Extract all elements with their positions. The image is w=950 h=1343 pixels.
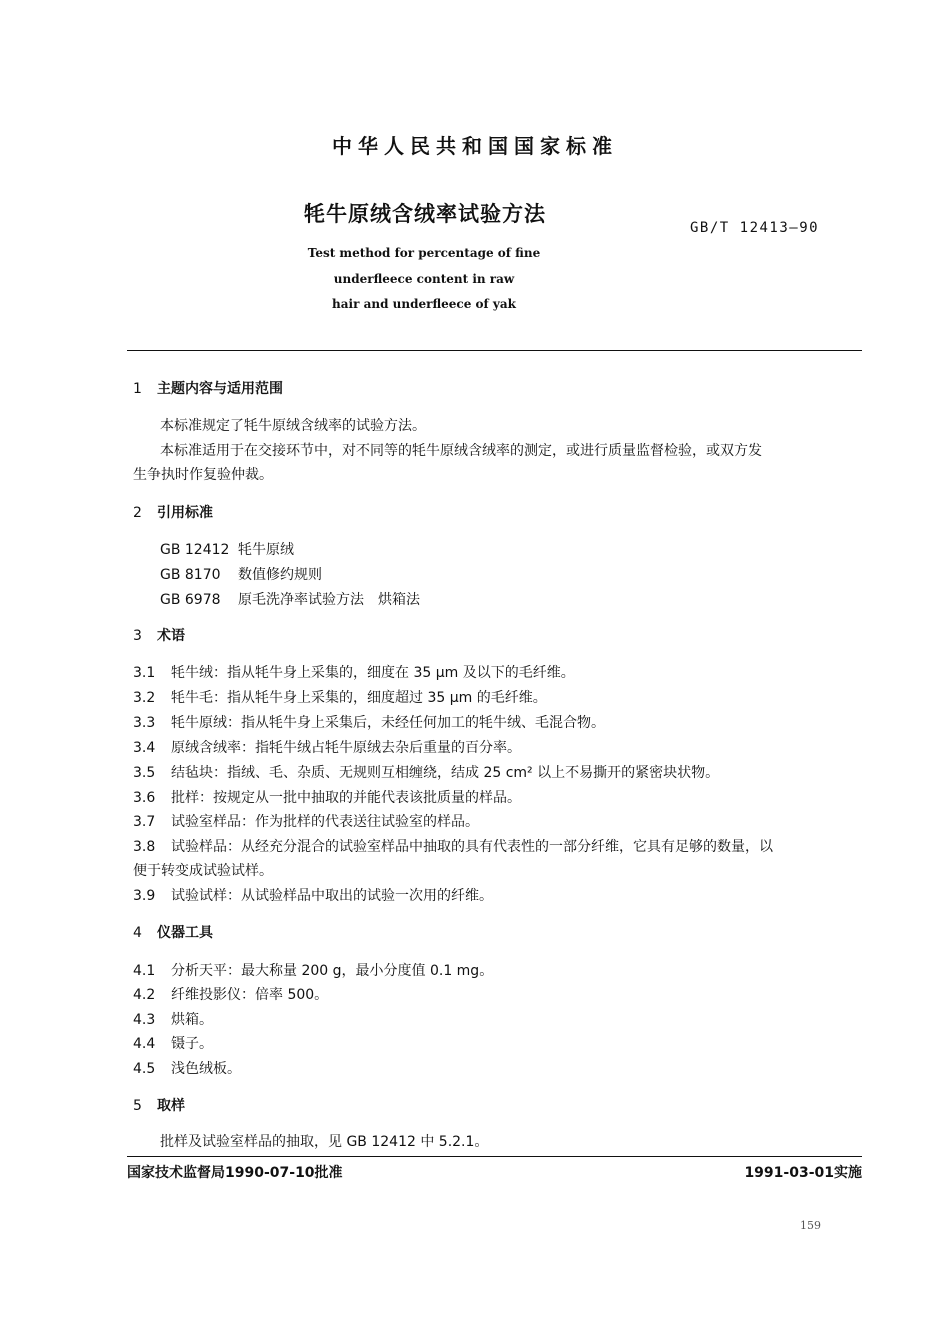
reference-item: [160, 564, 322, 584]
item-number: 3.4: [133, 740, 156, 756]
page-number: 159: [800, 1219, 821, 1232]
document-title: 牦牛原绒含绒率试验方法: [304, 202, 546, 226]
item-text: 试验室样品：作为批样的代表送往试验室的样品。: [171, 814, 479, 830]
term-item: [133, 811, 479, 831]
reference-item: [160, 589, 420, 609]
section-2-heading: [133, 502, 213, 522]
item-number: 4.3: [133, 1012, 156, 1028]
item-text: 镊子。: [171, 1036, 213, 1052]
section-1-paragraph-2: 本标准适用于在交接环节中，对不同等的牦牛原绒含绒率的测定，或进行质量监督检验，或双方发: [160, 443, 762, 459]
instrument-item: [133, 1058, 241, 1078]
section-1-paragraph-1: 本标准规定了牦牛原绒含绒率的试验方法。: [160, 418, 426, 434]
item-text: 结毡块：指绒、毛、杂质、无规则互相缠绕，结成 25 cm² 以上不易撕开的紧密块状物。: [171, 765, 720, 781]
term-item: [133, 762, 719, 782]
standard-code: GB/T 12413—90: [690, 220, 820, 236]
instrument-item: [133, 960, 493, 980]
term-item-continued: [133, 860, 273, 880]
term-item: [133, 687, 547, 707]
section-4-heading: [133, 922, 213, 942]
reference-code: GB 8170: [160, 567, 221, 583]
section-number: 4: [133, 925, 142, 941]
section-number: 1: [133, 381, 142, 397]
item-number: 3.9: [133, 888, 156, 904]
term-item: [133, 712, 605, 732]
section-title: 主题内容与适用范围: [157, 381, 283, 397]
section-5-heading: [133, 1095, 185, 1115]
term-item: [133, 885, 493, 905]
term-item: [133, 737, 521, 757]
item-number: 3.5: [133, 765, 156, 781]
section-title: 引用标准: [157, 505, 213, 521]
item-number: 4.2: [133, 987, 156, 1003]
english-title-line-2: underfleece content in raw: [333, 272, 515, 286]
reference-name: 牦牛原绒: [238, 542, 294, 558]
item-text: 浅色绒板。: [171, 1061, 241, 1077]
item-number: 4.5: [133, 1061, 156, 1077]
item-number: 3.1: [133, 665, 156, 681]
item-text: 批样：按规定从一批中抽取的并能代表该批质量的样品。: [171, 790, 521, 806]
item-number: 3.2: [133, 690, 156, 706]
english-title-line-1: Test method for percentage of fine: [307, 246, 541, 260]
item-number: 3.6: [133, 790, 156, 806]
term-item: [133, 836, 773, 856]
section-number: 2: [133, 505, 142, 521]
english-title-line-3: hair and underfleece of yak: [332, 297, 516, 311]
section-1-paragraph-2-cont: 生争执时作复验仲裁。: [133, 467, 273, 483]
section-number: 3: [133, 628, 142, 644]
reference-name: 原毛洗净率试验方法 烘箱法: [238, 592, 420, 608]
item-text: 烘箱。: [171, 1012, 213, 1028]
item-number: 4.1: [133, 963, 156, 979]
reference-code: GB 12412: [160, 542, 230, 558]
item-text: 牦牛毛：指从牦牛身上采集的，细度超过 35 μm 的毛纤维。: [171, 690, 547, 706]
item-number: 3.8: [133, 839, 156, 855]
item-text: 牦牛绒：指从牦牛身上采集的，细度在 35 μm 及以下的毛纤维。: [171, 665, 575, 681]
footer-divider: [127, 1156, 862, 1157]
term-item: [133, 787, 521, 807]
section-5-paragraph: 批样及试验室样品的抽取，见 GB 12412 中 5.2.1。: [160, 1134, 489, 1150]
item-text: 分析天平：最大称量 200 g，最小分度值 0.1 mg。: [171, 963, 494, 979]
section-1-heading: [133, 378, 283, 398]
reference-item: [160, 539, 294, 559]
standard-header: 中华人民共和国国家标准: [332, 134, 618, 158]
section-title: 术语: [157, 628, 185, 644]
item-text: 牦牛原绒：指从牦牛身上采集后，未经任何加工的牦牛绒、毛混合物。: [171, 715, 605, 731]
item-text: 便于转变成试验试样。: [133, 863, 273, 879]
item-text: 试验试样：从试验样品中取出的试验一次用的纤维。: [171, 888, 493, 904]
item-text: 纤维投影仪：倍率 500。: [171, 987, 329, 1003]
header-divider: [127, 350, 862, 351]
section-3-heading: [133, 625, 185, 645]
item-text: 试验样品：从经充分混合的试验室样品中抽取的具有代表性的一部分纤维，它具有足够的数量，以: [171, 839, 773, 855]
instrument-item: [133, 1009, 213, 1029]
section-title: 取样: [157, 1098, 185, 1114]
section-number: 5: [133, 1098, 142, 1114]
approval-date: 国家技术监督局1990-07-10批准: [127, 1165, 343, 1181]
item-number: 3.3: [133, 715, 156, 731]
item-text: 原绒含绒率：指牦牛绒占牦牛原绒去杂后重量的百分率。: [171, 740, 521, 756]
instrument-item: [133, 984, 328, 1004]
reference-name: 数值修约规则: [238, 567, 322, 583]
instrument-item: [133, 1033, 213, 1053]
item-number: 3.7: [133, 814, 156, 830]
term-item: [133, 662, 575, 682]
effective-date: 1991-03-01实施: [744, 1165, 862, 1181]
section-title: 仪器工具: [157, 925, 213, 941]
reference-code: GB 6978: [160, 592, 221, 608]
item-number: 4.4: [133, 1036, 156, 1052]
